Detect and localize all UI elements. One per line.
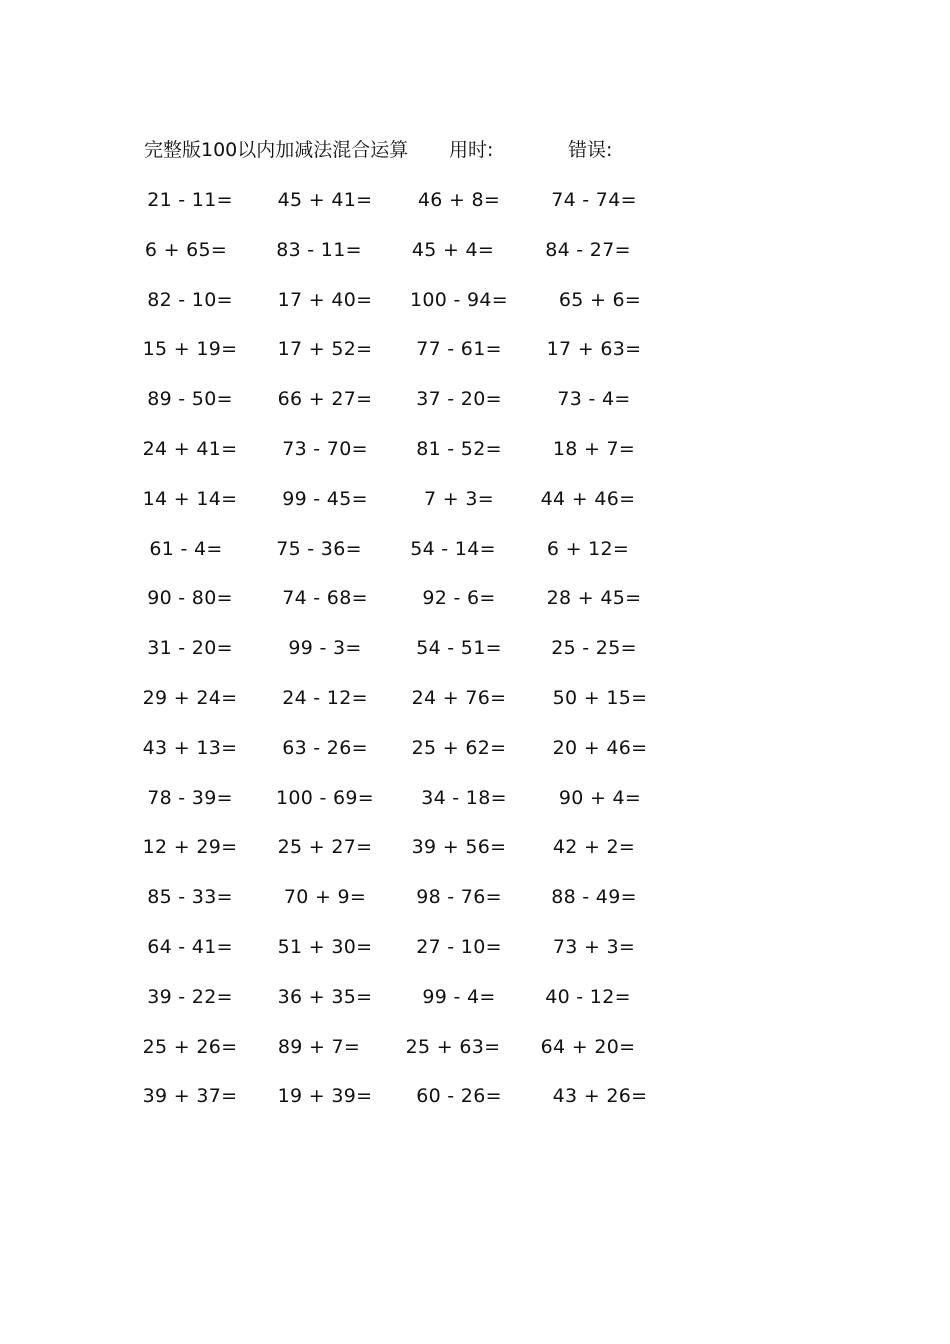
math-problem: 39 + 56= — [411, 836, 507, 859]
math-problem: 61 - 4= — [149, 537, 223, 560]
math-problem: 75 - 36= — [276, 537, 362, 560]
problem-row — [0, 235, 950, 265]
problem-row — [0, 484, 950, 514]
math-problem: 34 - 18= — [421, 786, 507, 809]
math-problem: 14 + 14= — [142, 487, 238, 510]
math-problem: 83 - 11= — [276, 238, 362, 261]
math-problem: 45 + 41= — [277, 189, 373, 211]
math-problem: 43 + 26= — [552, 1085, 648, 1108]
math-problem: 28 + 45= — [546, 587, 642, 610]
math-problem: 6 + 12= — [546, 537, 630, 560]
math-problem: 70 + 9= — [283, 886, 367, 909]
math-problem: 92 - 6= — [422, 587, 496, 610]
math-problem: 44 + 46= — [540, 487, 636, 510]
problem-row — [0, 334, 950, 364]
math-problem: 17 + 40= — [277, 288, 373, 311]
math-problem: 90 - 80= — [147, 587, 233, 610]
math-problem: 54 - 14= — [410, 537, 496, 560]
math-problem: 19 + 39= — [277, 1085, 373, 1108]
math-problem: 12 + 29= — [142, 836, 238, 859]
problem-row — [0, 982, 950, 1012]
math-problem: 73 - 70= — [282, 438, 368, 460]
problem-row — [0, 384, 950, 414]
math-problem: 88 - 49= — [551, 886, 637, 909]
math-problem: 17 + 52= — [277, 338, 373, 361]
errors-label: 错误: — [568, 139, 613, 161]
math-problem: 74 - 68= — [282, 587, 368, 610]
math-problem: 24 - 12= — [282, 687, 368, 709]
math-problem: 27 - 10= — [416, 936, 502, 958]
math-problem: 74 - 74= — [551, 189, 637, 211]
math-problem: 20 + 46= — [552, 736, 648, 759]
math-problem: 36 + 35= — [277, 985, 373, 1008]
math-problem: 7 + 3= — [424, 487, 494, 510]
problem-row — [0, 683, 950, 713]
math-problem: 60 - 26= — [416, 1085, 502, 1108]
math-problem: 25 + 63= — [405, 1035, 501, 1058]
problem-row — [0, 1032, 950, 1062]
math-problem: 45 + 4= — [411, 238, 495, 261]
math-problem: 64 + 20= — [540, 1035, 636, 1058]
math-problem: 25 + 26= — [142, 1035, 238, 1058]
problem-row — [0, 832, 950, 862]
math-problem: 100 - 94= — [410, 288, 508, 311]
math-problem: 73 + 3= — [552, 936, 636, 958]
math-problem: 64 - 41= — [147, 936, 233, 958]
math-problem: 77 - 61= — [416, 338, 502, 361]
math-problem: 99 - 4= — [422, 985, 496, 1008]
math-problem: 84 - 27= — [545, 238, 631, 261]
math-problem: 6 + 65= — [144, 238, 228, 261]
problem-row — [0, 1081, 950, 1111]
problem-row — [0, 783, 950, 813]
math-problem: 43 + 13= — [142, 736, 238, 759]
math-problem: 51 + 30= — [277, 936, 373, 958]
math-problem: 40 - 12= — [545, 985, 631, 1008]
math-problem: 63 - 26= — [282, 736, 368, 759]
time-label: 用时: — [449, 139, 494, 161]
problem-row — [0, 285, 950, 315]
math-problem: 21 - 11= — [147, 189, 233, 211]
math-problem: 24 + 41= — [142, 438, 238, 460]
math-problem: 78 - 39= — [147, 786, 233, 809]
math-problem: 89 + 7= — [277, 1035, 361, 1058]
problem-row — [0, 434, 950, 464]
math-problem: 24 + 76= — [411, 687, 507, 709]
math-problem: 100 - 69= — [276, 786, 374, 809]
math-problem: 98 - 76= — [416, 886, 502, 909]
math-problem: 46 + 8= — [417, 189, 501, 211]
math-problem: 73 - 4= — [557, 388, 631, 411]
math-problem: 50 + 15= — [552, 687, 648, 709]
math-problem: 42 + 2= — [552, 836, 636, 859]
math-problem: 17 + 63= — [546, 338, 642, 361]
problem-row — [0, 882, 950, 912]
math-problem: 85 - 33= — [147, 886, 233, 909]
math-problem: 25 + 62= — [411, 736, 507, 759]
math-problem: 39 + 37= — [142, 1085, 238, 1108]
math-problem: 90 + 4= — [558, 786, 642, 809]
math-problem: 39 - 22= — [147, 985, 233, 1008]
math-problem: 99 - 3= — [288, 637, 362, 660]
math-problem: 54 - 51= — [416, 637, 502, 660]
math-problem: 82 - 10= — [147, 288, 233, 311]
math-problem: 31 - 20= — [147, 637, 233, 660]
math-problem: 37 - 20= — [416, 388, 502, 411]
math-problem: 65 + 6= — [558, 288, 642, 311]
page-title: 完整版100以内加减法混合运算 — [144, 139, 409, 161]
math-problem: 89 - 50= — [147, 388, 233, 411]
math-problem: 29 + 24= — [142, 687, 238, 709]
problem-row — [0, 185, 950, 215]
math-problem: 15 + 19= — [142, 338, 238, 361]
problem-row — [0, 583, 950, 613]
math-problem: 18 + 7= — [552, 438, 636, 460]
problem-row — [0, 733, 950, 763]
math-problem: 66 + 27= — [277, 388, 373, 411]
problem-row — [0, 932, 950, 962]
math-problem: 81 - 52= — [416, 438, 502, 460]
math-problem: 99 - 45= — [282, 487, 368, 510]
math-problem: 25 - 25= — [551, 637, 637, 660]
math-problem: 25 + 27= — [277, 836, 373, 859]
problem-row — [0, 633, 950, 663]
problem-row — [0, 534, 950, 564]
